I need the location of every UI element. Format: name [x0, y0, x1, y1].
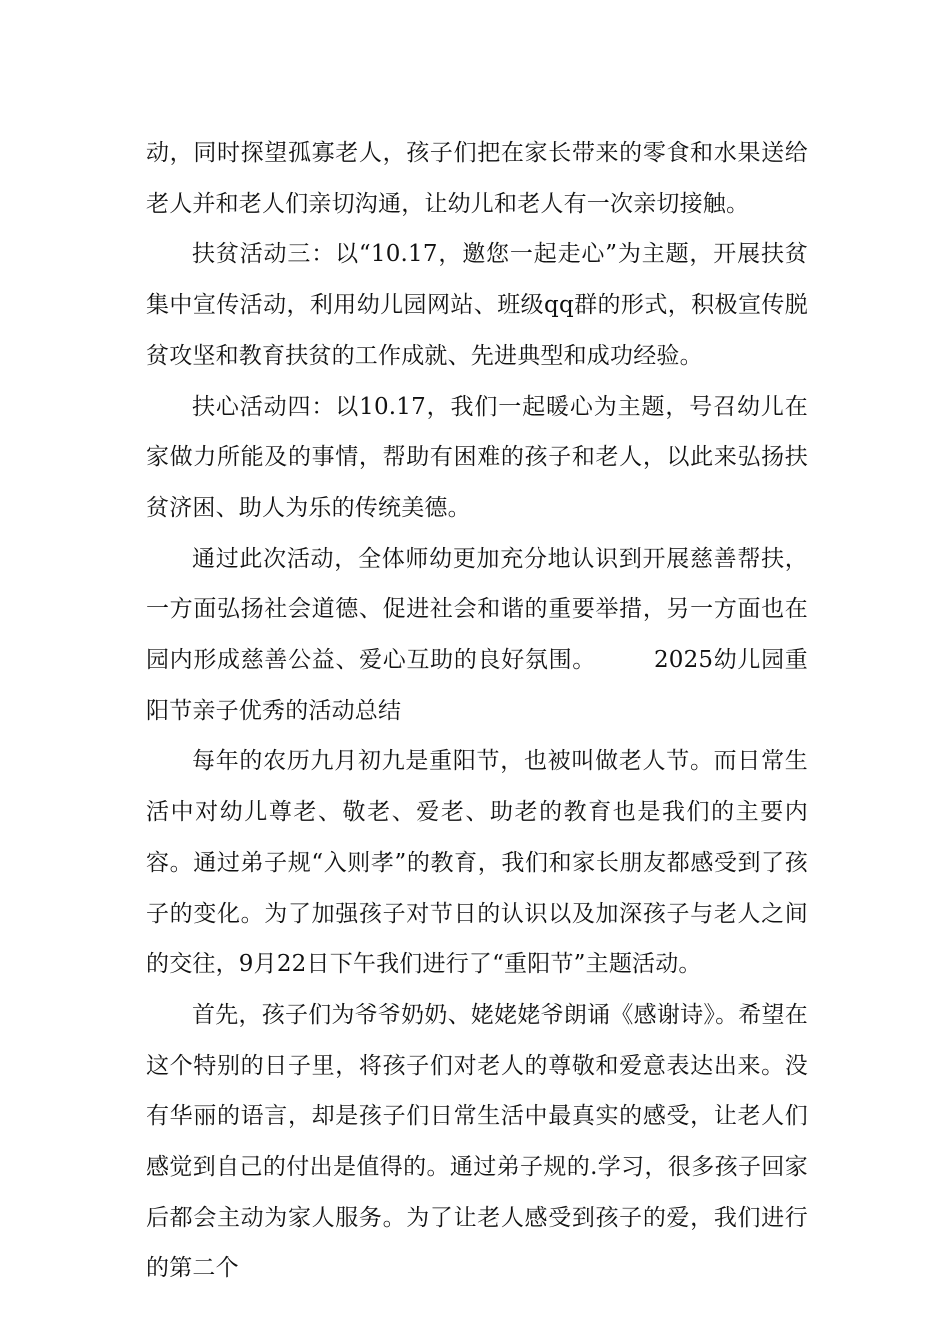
document-body [146, 128, 808, 1294]
paragraph-4-text: 通过此次活动，全体师幼更加充分地认识到开展慈善帮扶，一方面弘扬社会道德、促进社会和谐的重要举措，另一方面也在园内形成慈善公益、爱心互助的良好氛围。 [146, 545, 808, 674]
paragraph-6: 首先，孩子们为爷爷奶奶、姥姥姥爷朗诵《感谢诗》。希望在这个特别的日子里，将孩子们对老人的尊敬和爱意表达出来。没有华丽的语言，却是孩子们日常生活中最真实的感受，让老人们感觉到自己的付出是值得的。通过弟子规的.学习，很多孩子回家后都会主动为家人服务。为了让老人感受到孩子的爱，我们进行的第二个 [146, 1001, 808, 1282]
paragraph-4 [146, 534, 808, 737]
section-title: 2025幼儿园重阳节亲子优秀的活动总结 [146, 647, 808, 724]
paragraph-3: 扶心活动四：以10.17，我们一起暖心为主题，号召幼儿在家做力所能及的事情，帮助有困难的孩子和老人，以此来弘扬扶贫济困、助人为乐的传统美德。 [146, 393, 808, 521]
paragraph-2: 扶贫活动三：以“10.17，邀您一起走心”为主题，开展扶贫集中宣传活动，利用幼儿园网站、班级qq群的形式，积极宣传脱贫攻坚和教育扶贫的工作成就、先进典型和成功经验。 [146, 241, 808, 369]
paragraph-5: 每年的农历九月初九是重阳节，也被叫做老人节。而日常生活中对幼儿尊老、敬老、爱老、助老的教育也是我们的主要内容。通过弟子规“入则孝”的教育，我们和家长朋友都感受到了孩子的变化。为了加强孩子对节日的认识以及加深孩子与老人之间的交往，9月22日下午我们进行了“重阳节”主题活动。 [146, 748, 808, 978]
paragraph-1: 动，同时探望孤寡老人，孩子们把在家长带来的零食和水果送给老人并和老人们亲切沟通，让幼儿和老人有一次亲切接触。 [146, 140, 808, 217]
